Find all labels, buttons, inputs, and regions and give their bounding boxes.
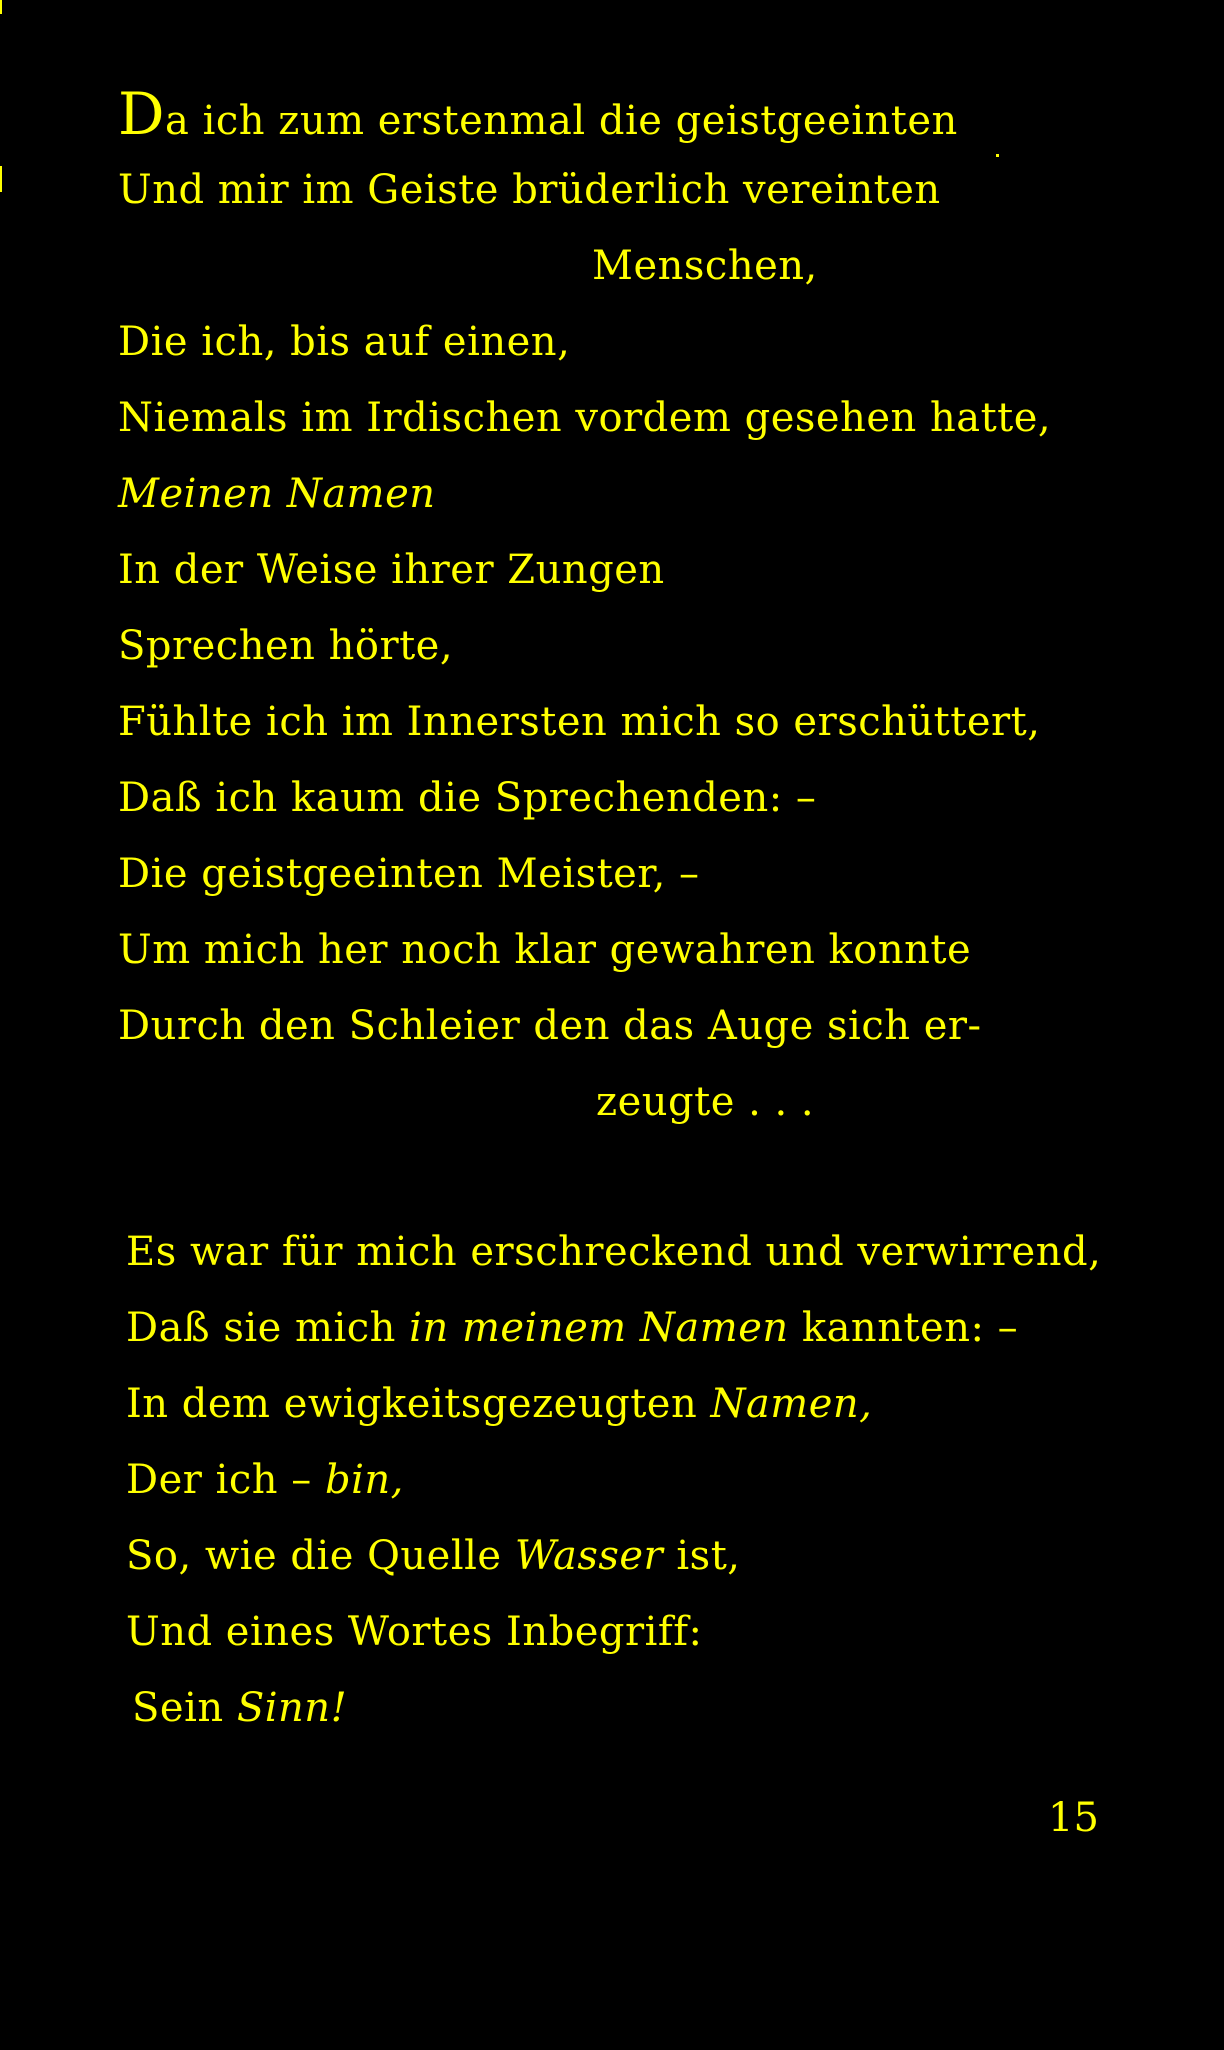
poem-line-15: Es war für mich erschreckend und verwirrend,	[126, 1229, 1102, 1275]
poem-line-21	[132, 1684, 347, 1732]
poem-line-19-part-3: ist,	[663, 1533, 741, 1579]
edge-mark-middle	[0, 166, 2, 192]
poem-line-1-text: a ich zum erstenmal die geistgeeinten	[165, 98, 958, 144]
stray-dot	[996, 154, 999, 157]
poem-line-13: Durch den Schleier den das Auge sich er-	[118, 1003, 982, 1049]
poem-line-12: Um mich her noch klar gewahren konnte	[118, 927, 972, 973]
poem-line-18-italic: bin,	[324, 1457, 404, 1503]
poem-line-18	[126, 1456, 404, 1504]
edge-mark-top	[0, 0, 2, 14]
poem-line-17	[126, 1380, 872, 1428]
poem-line-19-italic: Wasser	[514, 1533, 664, 1579]
poem-line-10: Daß ich kaum die Sprechenden: –	[118, 775, 817, 821]
poem-line-4: Die ich, bis auf einen,	[118, 319, 571, 365]
poem-line-17-part-1: In dem ewigkeitsgezeugten	[126, 1381, 711, 1427]
poem-line-14: zeugte . . .	[596, 1079, 815, 1125]
poem-line-6: Meinen Namen	[118, 471, 436, 517]
poem-line-20: Und eines Wortes Inbegriff:	[126, 1609, 703, 1655]
poem-line-11: Die geistgeeinten Meister, –	[118, 851, 700, 897]
poem-line-17-italic: Namen,	[710, 1381, 873, 1427]
poem-line-9: Fühlte ich im Innersten mich so erschüttert,	[118, 699, 1041, 745]
poem-line-1	[118, 80, 958, 148]
poem-line-7: In der Weise ihrer Zungen	[118, 547, 665, 593]
poem-line-16-part-1: Daß sie mich	[126, 1305, 410, 1351]
drop-cap: D	[118, 80, 166, 148]
poem-line-21-part-1: Sein	[132, 1685, 237, 1731]
page-number: 15	[1048, 1795, 1099, 1841]
poem-line-16-italic: in meinem Namen	[409, 1305, 789, 1351]
poem-line-3: Menschen,	[592, 243, 818, 289]
poem-line-5: Niemals im Irdischen vordem gesehen hatte,	[118, 395, 1052, 441]
poem-line-21-italic: Sinn!	[236, 1685, 348, 1731]
poem-line-18-part-1: Der ich –	[126, 1457, 325, 1503]
poem-line-8: Sprechen hörte,	[118, 623, 454, 669]
poem-line-16	[126, 1304, 1018, 1352]
poem-line-19-part-1: So, wie die Quelle	[126, 1533, 515, 1579]
poem-line-19	[126, 1532, 741, 1580]
poem-line-16-part-3: kannten: –	[788, 1305, 1019, 1351]
poem-line-2: Und mir im Geiste brüderlich vereinten	[118, 167, 941, 213]
